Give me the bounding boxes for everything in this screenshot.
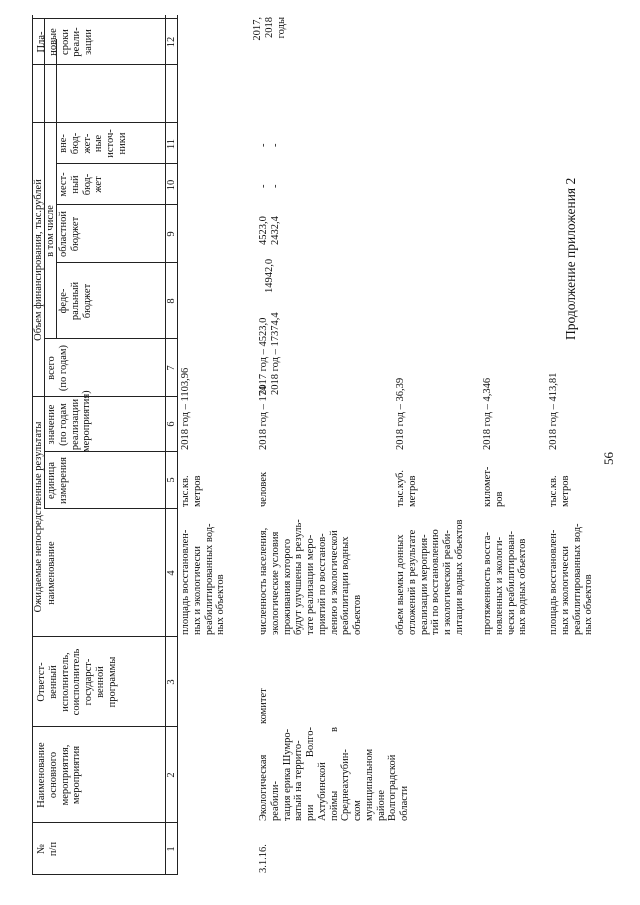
column-number: 11 bbox=[166, 138, 177, 150]
header-expected-value: значение (по годам реализации мероприятия) bbox=[46, 390, 93, 452]
result-value: 2018 год – 413,81 bbox=[548, 372, 559, 450]
row-event-name: Экологическая реабили- тация ерика Шумро- ватый на террито- рии Волго-Ахтубинской поймы в Среднеахтубин- ском муниципальном районе Волгоградской области bbox=[258, 727, 410, 821]
result-unit: человек bbox=[258, 471, 269, 507]
column-number: 9 bbox=[166, 231, 177, 237]
result-unit: тыс.куб. метров bbox=[395, 470, 418, 507]
result-value: 2018 год – 36,39 bbox=[395, 377, 406, 450]
column-number: 2 bbox=[166, 772, 177, 778]
column-number: 5 bbox=[166, 477, 177, 483]
header-funding-regional: областной бюджет bbox=[58, 211, 81, 257]
row-executor: комитет bbox=[258, 688, 269, 724]
funding-federal-value: 14942,0 bbox=[264, 258, 275, 293]
column-number: 1 bbox=[166, 846, 177, 852]
funding-extra-value: - - bbox=[258, 143, 281, 147]
row-number: 3.1.16. bbox=[258, 844, 269, 873]
header-funding-extra: вне- бюд- жет- ные источ- ники bbox=[58, 129, 128, 158]
header-funding-incl: в том числе bbox=[45, 205, 56, 257]
result-value: 2018 год – 174 bbox=[258, 385, 269, 450]
continuation-caption: Продолжение приложения 2 bbox=[563, 177, 578, 340]
column-number: 3 bbox=[166, 679, 177, 685]
result-name: площадь восстановлен- ных и экологически реабилитированных вод- ных объектов bbox=[548, 523, 595, 635]
result-unit: километ- ров bbox=[482, 466, 505, 507]
header-expected-name: наименование bbox=[46, 541, 57, 605]
column-number: 4 bbox=[166, 570, 177, 576]
carry-result-name: площадь восстановлен- ных и экологически реабилитированных вод- ных объектов bbox=[180, 523, 227, 635]
carry-result-unit: тыс.кв. метров bbox=[180, 475, 203, 507]
result-name: протяженность восста- новленных и экологи- чески реабилитирован- ных водных объектов bbox=[482, 530, 529, 635]
funding-local-value: - - bbox=[258, 184, 281, 188]
result-value: 2018 год – 4,346 bbox=[482, 377, 493, 450]
funding-regional-value: 4523,0 2432,4 bbox=[258, 216, 281, 245]
column-number: 6 bbox=[166, 421, 177, 427]
header-funding-federal: феде- ральный бюджет bbox=[58, 281, 93, 321]
column-number: 12 bbox=[166, 36, 177, 48]
funding-total-value: 2017 год – 4523,0 2018 год – 17374,4 bbox=[258, 312, 281, 395]
result-name: численность населения, экологические условия проживания которого будут улучшены в резуль- тате реализации меро- приятий по восстанов- лению и экологической реабилитации водных объектов bbox=[258, 519, 363, 635]
carry-result-value: 2018 год – 1103,96 bbox=[180, 367, 191, 450]
header-expected-results: Ожидаемые непосредственные результаты bbox=[33, 421, 44, 613]
header-number: № п/п bbox=[36, 841, 59, 857]
header-planned-terms: Пла- новые сроки реали- зации bbox=[36, 27, 94, 57]
page-number: 56 bbox=[601, 452, 616, 465]
column-number: 8 bbox=[166, 298, 177, 304]
header-executor: Ответст- венный исполнитель, соисполнитель государст- венной программы bbox=[36, 648, 118, 716]
header-expected-unit: единица измерения bbox=[46, 457, 69, 504]
header-funding-local: мест- ный бюд- жет bbox=[58, 172, 105, 197]
column-number: 10 bbox=[166, 179, 177, 191]
result-unit: тыс.кв. метров bbox=[548, 475, 571, 507]
header-funding: Объем финансирования, тыс.рублей bbox=[33, 179, 44, 341]
header-funding-total: всего (по годам) bbox=[46, 344, 69, 392]
column-number: 7 bbox=[166, 365, 177, 371]
result-name: объем выемки донных отложений в результате реализации мероприя- тий по восстановлению и экологической реаби- литации водных объектов bbox=[395, 519, 465, 635]
planned-terms-value: 2017, 2018 годы bbox=[252, 17, 287, 41]
header-event-name: Наименование основного мероприятия, мероприятия bbox=[36, 742, 83, 808]
